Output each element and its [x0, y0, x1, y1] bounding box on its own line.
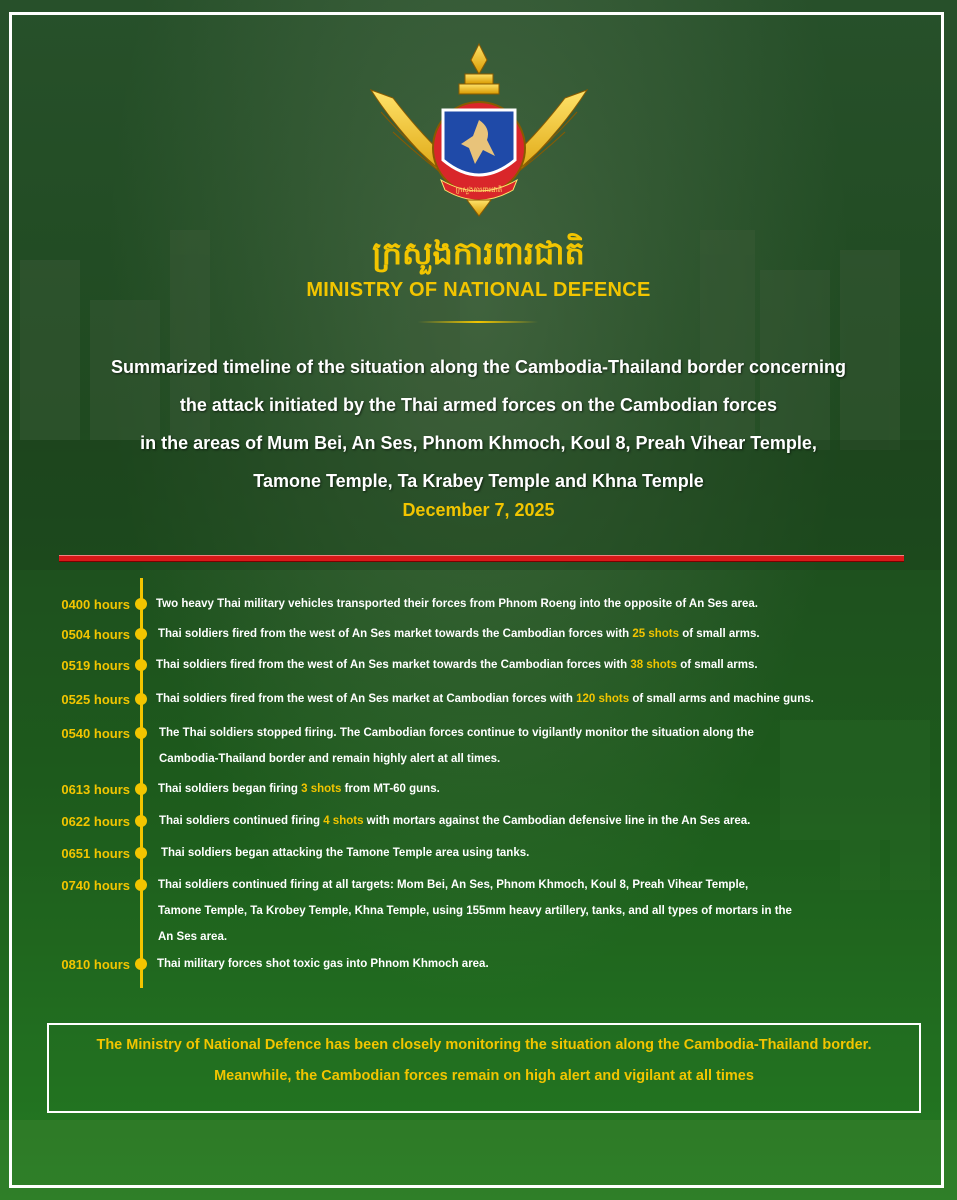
timeline-description-line [158, 872, 792, 898]
timeline-time: 0613 hours [61, 782, 130, 797]
description-text: Thai soldiers fired from the west of An Ses market at Cambodian forces with [156, 693, 577, 705]
timeline-dot-icon [135, 879, 147, 891]
description-text: Thai soldiers continued firing [159, 815, 324, 827]
timeline-description-line [158, 898, 792, 924]
timeline-description-line [157, 951, 489, 977]
description-text: of small arms. [679, 628, 760, 640]
timeline-description-line [158, 924, 792, 950]
timeline-time: 0504 hours [61, 627, 130, 642]
timeline-dot-icon [135, 958, 147, 970]
timeline-dot-icon [135, 628, 147, 640]
timeline-description [159, 720, 754, 772]
description-text: Thai soldiers fired from the west of An Ses market towards the Cambodian forces with [158, 628, 633, 640]
shot-count-highlight: 120 shots [576, 693, 630, 705]
timeline-dot-icon [135, 847, 147, 859]
description-text: Tamone Temple, Ta Krobey Temple, Khna Temple, using 155mm heavy artillery, tanks, and all types of mortars in the [158, 905, 792, 917]
shot-count-highlight: 25 shots [632, 628, 680, 640]
timeline-dot-icon [135, 783, 147, 795]
shot-count-highlight: 4 shots [323, 815, 364, 827]
timeline-time: 0740 hours [61, 878, 130, 893]
timeline-description-line [156, 686, 814, 712]
timeline-description-line [158, 621, 760, 647]
timeline-dot-icon [135, 815, 147, 827]
description-text: from MT-60 guns. [341, 783, 440, 795]
timeline-description [158, 621, 760, 647]
headline-line: in the areas of Mum Bei, An Ses, Phnom Khmoch, Koul 8, Preah Vihear Temple, [140, 433, 817, 453]
timeline-description [159, 808, 750, 834]
timeline-description-line [159, 808, 750, 834]
timeline-description-line [159, 720, 754, 746]
timeline-time: 0540 hours [61, 726, 130, 741]
description-text: of small arms and machine guns. [629, 693, 814, 705]
description-text: An Ses area. [158, 931, 228, 943]
timeline-description [158, 776, 440, 802]
emblem-banner-text: ក្រសួងការពារជាតិ [455, 186, 503, 194]
headline [40, 348, 917, 500]
title-underline [418, 321, 538, 323]
timeline-description-line [158, 776, 440, 802]
description-text: Thai military forces shot toxic gas into Phnom Khmoch area. [157, 958, 489, 970]
timeline-dot-icon [135, 598, 147, 610]
timeline-time: 0622 hours [61, 814, 130, 829]
description-text: Thai soldiers continued firing at all targets: Mom Bei, An Ses, Phnom Khmoch, Koul 8, Preah Vihear Temple, [158, 879, 749, 891]
description-text: Thai soldiers began firing [158, 783, 302, 795]
timeline-description [156, 652, 758, 678]
headline-line: the attack initiated by the Thai armed forces on the Cambodian forces [179, 395, 778, 415]
timeline-time: 0810 hours [61, 957, 130, 972]
footer-line: Meanwhile, the Cambodian forces remain on high alert and vigilant at all times [214, 1068, 754, 1084]
timeline-dot-icon [135, 659, 147, 671]
description-text: Thai soldiers fired from the west of An Ses market towards the Cambodian forces with [156, 659, 631, 671]
description-text: The Thai soldiers stopped firing. The Cambodian forces continue to vigilantly monitor the situation along the [159, 727, 754, 739]
ministry-emblem-icon [363, 40, 595, 220]
timeline-description [157, 951, 489, 977]
timeline-description [156, 686, 814, 712]
timeline-description-line [161, 840, 529, 866]
timeline-description [156, 591, 758, 617]
description-text: Two heavy Thai military vehicles transported their forces from Phnom Roeng into the opposite of An Ses area. [156, 598, 758, 610]
timeline-description-line [156, 652, 758, 678]
timeline-time: 0400 hours [61, 597, 130, 612]
description-text: of small arms. [677, 659, 758, 671]
description-text: Thai soldiers began attacking the Tamone Temple area using tanks. [161, 847, 530, 859]
timeline-dot-icon [135, 693, 147, 705]
headline-line: Summarized timeline of the situation along the Cambodia-Thailand border concerning [110, 357, 847, 377]
red-divider [59, 555, 904, 562]
footer-line: The Ministry of National Defence has been closely monitoring the situation along the Cambodia-Thailand border. [96, 1037, 872, 1053]
timeline-dot-icon [135, 727, 147, 739]
headline-line: Tamone Temple, Ta Krabey Temple and Khna Temple [253, 471, 704, 491]
shot-count-highlight: 38 shots [630, 659, 678, 671]
timeline-description [161, 840, 529, 866]
timeline-description-line [156, 591, 758, 617]
timeline-time: 0525 hours [61, 692, 130, 707]
description-text: Cambodia-Thailand border and remain highly alert at all times. [159, 753, 501, 765]
shot-count-highlight: 3 shots [301, 783, 342, 795]
timeline-description [158, 872, 792, 950]
ministry-title: MINISTRY OF NATIONAL DEFENCE [306, 279, 651, 301]
khmer-ministry-title: ក្រសួងការពារជាតិ [372, 234, 585, 272]
headline-date: December 7, 2025 [402, 500, 555, 520]
footer-statement [47, 1030, 921, 1092]
timeline-description-line [159, 746, 754, 772]
description-text: with mortars against the Cambodian defensive line in the An Ses area. [363, 815, 751, 827]
timeline-time: 0651 hours [61, 846, 130, 861]
timeline-time: 0519 hours [61, 658, 130, 673]
